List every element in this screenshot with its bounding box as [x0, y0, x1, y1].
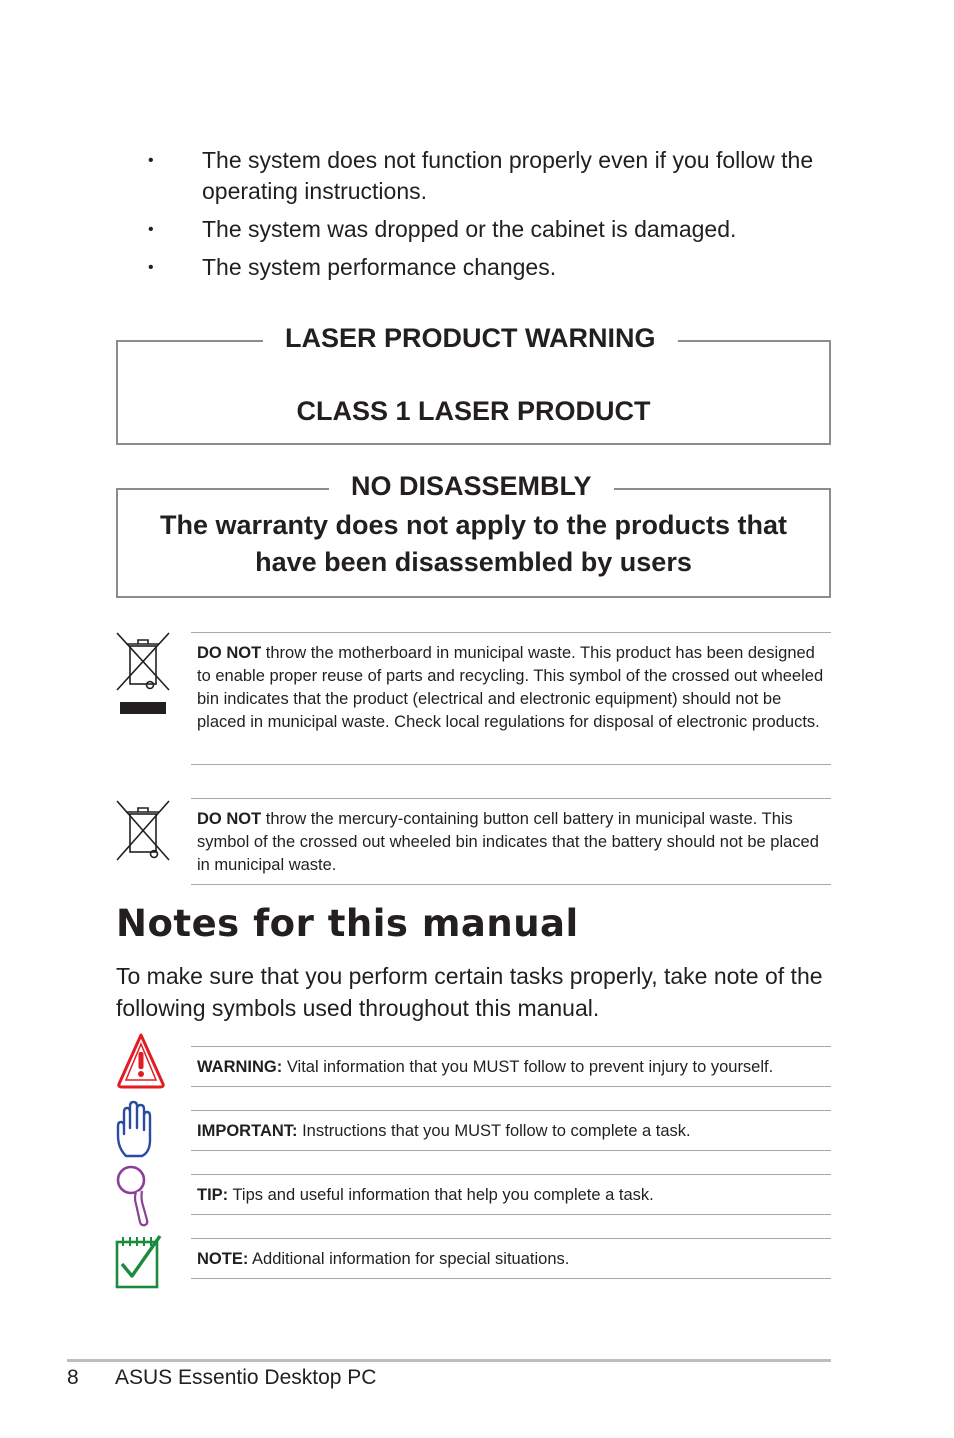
divider: [191, 1174, 831, 1175]
bullet-dot: •: [148, 259, 154, 276]
section-intro: To make sure that you perform certain tasks properly, take note of the following symbols used throughout this manual.: [116, 963, 823, 1021]
tip-label: TIP:: [197, 1186, 229, 1204]
warning-label: WARNING:: [197, 1058, 283, 1076]
divider: [191, 1278, 831, 1279]
laser-warning-box: [116, 340, 831, 445]
bullet-dot: •: [148, 221, 154, 238]
notice-text: throw the mercury-containing button cell battery in municipal waste. This symbol of the crossed out wheeled bin indicates that the battery should not be placed in municipal waste.: [197, 810, 819, 874]
warning-note: [197, 1056, 837, 1078]
important-note: [197, 1120, 837, 1142]
divider: [191, 632, 831, 633]
magnifier-icon: [114, 1164, 154, 1228]
bullet-text: The system does not function properly even if you follow the operating instructions.: [202, 147, 814, 204]
warranty-text-line-1: The warranty does not apply to the products that: [159, 510, 788, 540]
crossed-out-wheeled-bin-icon: [114, 630, 172, 718]
checked-notepad-icon: [114, 1232, 164, 1290]
disassembly-box: [116, 488, 831, 598]
bullet-text: The system was dropped or the cabinet is damaged.: [202, 216, 737, 242]
crossed-out-wheeled-bin-icon: [114, 798, 172, 864]
notice-lead: DO NOT: [197, 644, 262, 662]
laser-class-text: CLASS 1 LASER PRODUCT: [296, 396, 651, 426]
warning-text: Vital information that you MUST follow to prevent injury to yourself.: [282, 1058, 774, 1076]
tip-text: Tips and useful information that help you complete a task.: [228, 1186, 654, 1204]
divider: [191, 1238, 831, 1239]
divider: [191, 764, 831, 765]
footer-rule: [67, 1359, 831, 1362]
divider: [191, 798, 831, 799]
recycling-notice-battery: [197, 808, 827, 877]
note-note: [197, 1248, 837, 1270]
tip-note: [197, 1184, 837, 1206]
note-label: NOTE:: [197, 1250, 249, 1268]
section-heading: Notes for this manual: [116, 902, 579, 945]
important-label: IMPORTANT:: [197, 1122, 298, 1140]
important-text: Instructions that you MUST follow to complete a task.: [297, 1122, 691, 1140]
footer-title: ASUS Essentio Desktop PC: [115, 1366, 377, 1389]
note-text: Additional information for special situations.: [248, 1250, 570, 1268]
divider: [191, 1150, 831, 1151]
warning-triangle-icon: [116, 1032, 166, 1090]
recycling-notice-motherboard: [197, 642, 827, 734]
bullet-dot: •: [148, 152, 154, 169]
disassembly-title: NO DISASSEMBLY: [329, 471, 614, 502]
page-number: 8: [67, 1366, 79, 1389]
divider: [191, 1110, 831, 1111]
warranty-text-line-2: have been disassembled by users: [255, 547, 692, 577]
laser-warning-title: LASER PRODUCT WARNING: [263, 323, 678, 354]
divider: [191, 1046, 831, 1047]
divider: [191, 1214, 831, 1215]
notice-text: throw the motherboard in municipal waste. This product has been designed to enable proper reuse of parts and recycling. This symbol of the crossed out wheeled bin indicates that the product (electrical and electronic equipment) should not be placed in municipal waste. Check local regulations for disposal of electronic products.: [197, 644, 824, 731]
divider: [191, 1086, 831, 1087]
raised-hand-icon: [114, 1100, 158, 1160]
bullet-text: The system performance changes.: [202, 254, 557, 280]
notice-lead: DO NOT: [197, 810, 262, 828]
divider: [191, 884, 831, 885]
